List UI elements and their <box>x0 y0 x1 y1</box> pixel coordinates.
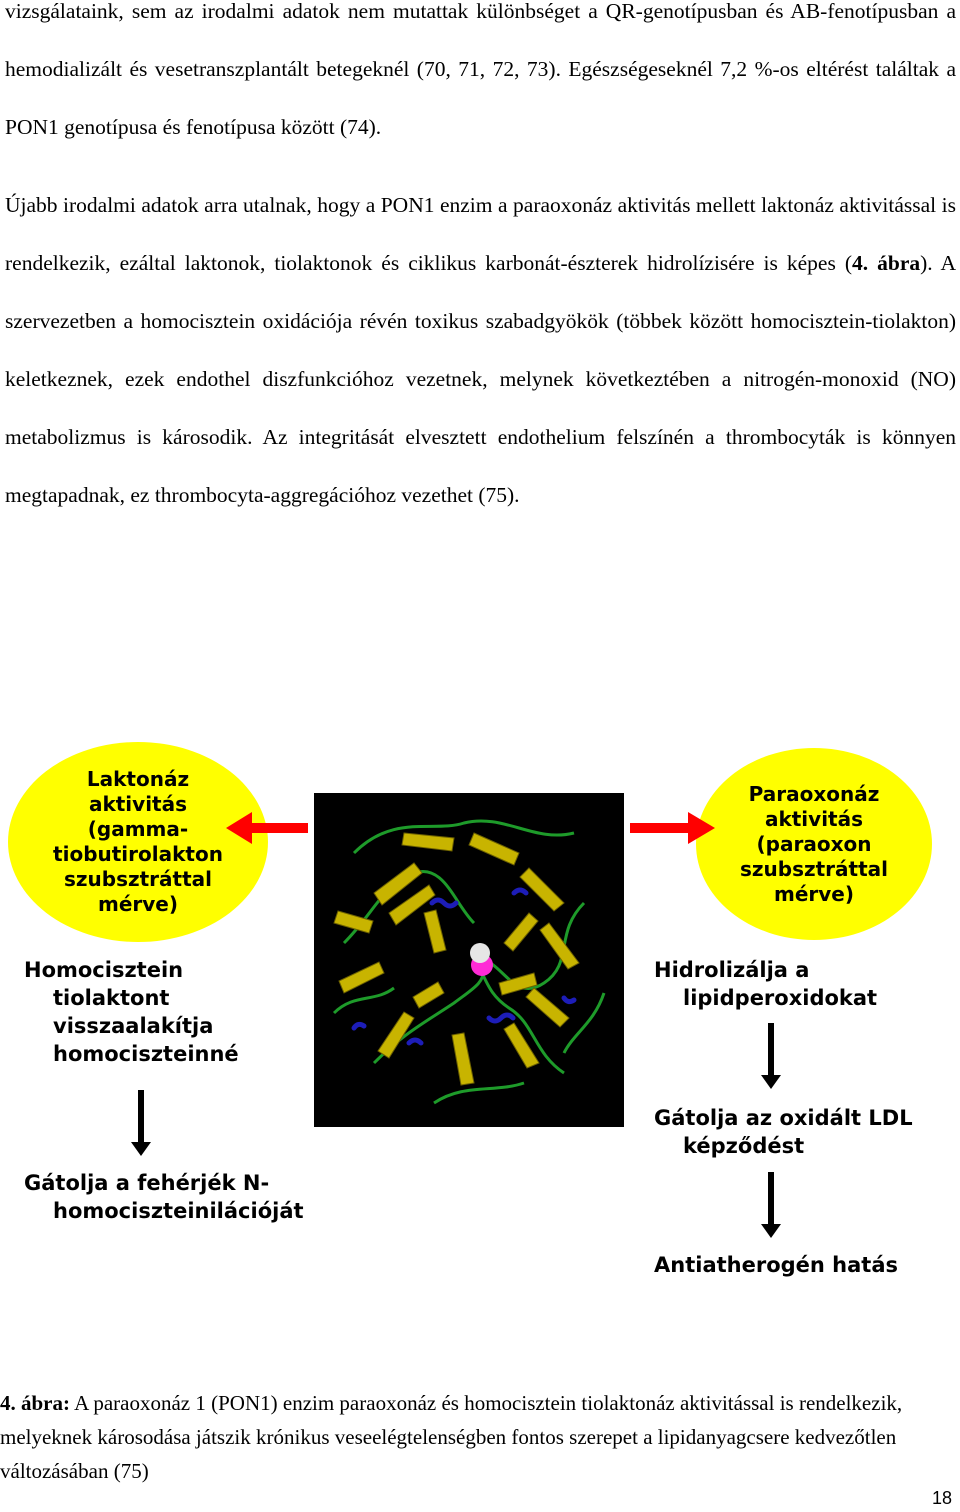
ellipse-right-line: (paraoxon <box>756 831 872 856</box>
ellipse-left-line: tiobutirolakton <box>53 842 223 866</box>
ellipse-right-line: Paraoxonáz <box>748 781 880 806</box>
protein-structure-image <box>314 793 624 1127</box>
homocysteine-box <box>24 956 239 1068</box>
page-number: 18 <box>931 1488 952 1508</box>
red-arrow-left-icon <box>226 812 308 844</box>
ellipse-left-line: (gamma- <box>87 817 189 841</box>
black-arrow-down-left-icon <box>131 1090 151 1156</box>
lipid-peroxide-box <box>654 956 877 1012</box>
black-arrow-down-right-2-icon <box>761 1172 781 1238</box>
ellipse-right-line: aktivitás <box>764 806 864 831</box>
ellipse-left-line: aktivitás <box>88 792 188 816</box>
paragraph-2-text-b: ). A szervezetben a homocisztein oxidációja révén toxikus szabadgyökök (többek között homocisztein-tiolakton) keletkeznek, ezek endothel diszfunkcióhoz vezetnek, melynek következtében a nitrogén-monoxid (NO) metabolizmus is károsodik. Az integritását elvesztett endothelium felszínén a thrombocyták is könnyen megtapadnak, ez thrombocyta-aggregációhoz vezethet (75). <box>5 251 956 507</box>
lipid-peroxide-line-2: lipidperoxidokat <box>683 986 878 1010</box>
protein-inhibition-line-1: Gátolja a fehérjék N- <box>24 1171 270 1195</box>
ellipse-left-line: mérve) <box>97 892 178 916</box>
figure-caption <box>0 1386 956 1488</box>
ellipse-left-line: Laktonáz <box>86 767 190 791</box>
black-arrow-down-right-1-icon <box>761 1023 781 1089</box>
homocysteine-line-2: tiolaktont <box>53 986 170 1010</box>
protein-inhibition-box <box>24 1169 304 1225</box>
homocysteine-line-4: homociszteinné <box>53 1042 239 1066</box>
caption-label: 4. ábra: <box>0 1391 70 1415</box>
ellipse-left-line: szubsztráttal <box>63 867 213 891</box>
pon1-ribbon-icon <box>314 793 624 1127</box>
homocysteine-line-3: visszaalakítja <box>53 1014 214 1038</box>
ldl-inhibition-line-2: képződést <box>683 1134 805 1158</box>
homocysteine-line-1: Homocisztein <box>24 958 184 982</box>
figure-reference: 4. ábra <box>852 251 921 275</box>
figure-4 <box>0 738 960 1358</box>
caption-text: A paraoxonáz 1 (PON1) enzim paraoxonáz és homocisztein tiolaktonáz aktivitással is rendelkezik, melyeknek károsodása játszik krónikus veseelégtelenségben fontos szerepet a lipidanyagcsere kedvezőtlen változásában (75) <box>0 1391 903 1483</box>
lipid-peroxide-line-1: Hidrolizálja a <box>654 958 810 982</box>
antiatherogenic-effect: Antiatherogén hatás <box>654 1253 898 1277</box>
protein-inhibition-line-2: homociszteinilációját <box>53 1199 304 1223</box>
paragraph-2 <box>5 176 956 524</box>
ldl-inhibition-line-1: Gátolja az oxidált LDL <box>654 1106 913 1130</box>
ellipse-right-line: mérve) <box>773 881 854 906</box>
paragraph-2-text-a: Újabb irodalmi adatok arra utalnak, hogy a PON1 enzim a paraoxonáz aktivitás mellett laktonáz aktivitással is rendelkezik, ezáltal laktonok, tiolaktonok és ciklikus karbonát-észterek hidrolízisére is képes ( <box>5 193 956 275</box>
ellipse-right-line: szubsztráttal <box>739 856 889 881</box>
ldl-inhibition-box <box>654 1104 913 1160</box>
paragraph-1: vizsgálataink, sem az irodalmi adatok nem mutattak különbséget a QR-genotípusban és AB-fenotípusban a hemodializált és vesetranszplantált betegeknél (70, 71, 72, 73). Egészségeseknél 7,2 %-os eltérést találtak a PON1 genotípusa és fenotípusa között (74). <box>5 0 956 139</box>
red-arrow-right-icon <box>630 812 715 844</box>
